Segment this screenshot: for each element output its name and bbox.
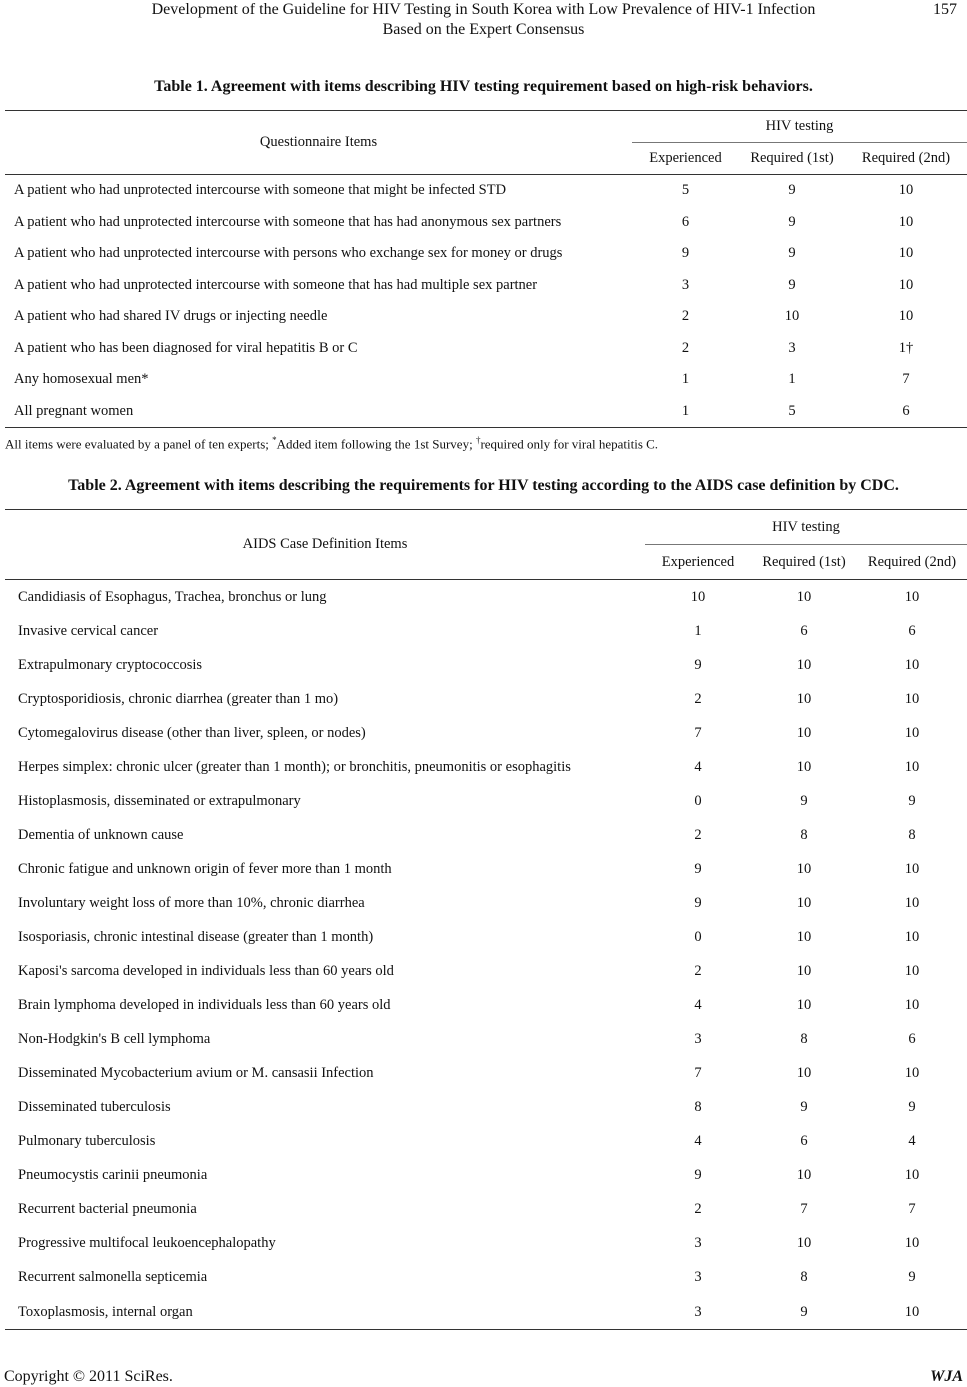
row-item-cell: Invasive cervical cancer: [18, 622, 159, 639]
table-row: [5, 852, 967, 886]
required-1st-cell: 6: [800, 622, 808, 639]
required-2nd-cell: 10: [904, 690, 920, 707]
table-row: [5, 886, 967, 920]
required-2nd-cell: 10: [904, 588, 920, 605]
table-row: [5, 784, 967, 818]
experienced-cell: 5: [681, 182, 690, 199]
required-2nd-cell: 10: [898, 308, 914, 325]
required-2nd-cell: 7: [902, 371, 910, 388]
required-2nd-cell: 9: [908, 792, 916, 809]
experienced-cell: 3: [694, 1303, 702, 1320]
row-item-cell: Histoplasmosis, disseminated or extrapulmonary: [18, 792, 301, 809]
required-2nd-cell: 10: [904, 894, 920, 911]
row-item-cell: Recurrent bacterial pneumonia: [18, 1201, 197, 1218]
required-1st-cell: 10: [796, 963, 812, 980]
experienced-cell: 2: [681, 308, 690, 325]
table-row: [5, 1193, 967, 1227]
required-2nd-cell: 10: [904, 1235, 920, 1252]
table-1-column-header: Required (1st): [739, 143, 845, 175]
required-2nd-cell: 8: [908, 826, 916, 843]
journal-abbreviation: WJA: [930, 1368, 963, 1385]
row-item-cell: Kaposi's sarcoma developed in individuals less than 60 years old: [18, 963, 394, 980]
required-1st-cell: 9: [788, 245, 796, 262]
row-item-cell: Involuntary weight loss of more than 10%, chronic diarrhea: [18, 894, 365, 911]
required-2nd-cell: 4: [908, 1133, 916, 1150]
table-row: [5, 364, 967, 396]
row-item-cell: Herpes simplex: chronic ulcer (greater than 1 month); or bronchitis, pneumonitis or esophagitis: [18, 758, 571, 775]
required-2nd-cell: 10: [898, 182, 914, 199]
table-row: [5, 648, 967, 682]
table-row: [5, 1023, 967, 1057]
row-item-cell: Recurrent salmonella septicemia: [18, 1269, 208, 1286]
table-2-group-header: HIV testing: [645, 510, 967, 545]
required-1st-cell: 8: [800, 1031, 808, 1048]
required-1st-cell: 10: [796, 860, 812, 877]
row-item-cell: Extrapulmonary cryptococcosis: [18, 656, 203, 673]
table-row: [5, 301, 967, 333]
required-1st-cell: 10: [784, 308, 800, 325]
experienced-cell: 0: [694, 792, 702, 809]
row-item-cell: Chronic fatigue and unknown origin of fever more than 1 month: [18, 860, 392, 877]
running-head: [0, 0, 967, 40]
required-2nd-cell: 10: [904, 724, 920, 741]
table-row: [5, 1159, 967, 1193]
table-row: [5, 207, 967, 239]
required-2nd-cell: 10: [904, 928, 920, 945]
experienced-cell: 6: [681, 213, 690, 230]
required-1st-cell: 10: [796, 997, 812, 1014]
table-1-column-header: Experienced: [632, 143, 739, 175]
table-2-item-header: AIDS Case Definition Items: [5, 510, 645, 580]
table-row: [5, 750, 967, 784]
required-1st-cell: 6: [800, 1133, 808, 1150]
experienced-cell: 8: [694, 1099, 702, 1116]
required-2nd-cell: 10: [898, 213, 914, 230]
row-item-cell: Any homosexual men*: [14, 371, 149, 388]
table-row: [5, 1295, 967, 1330]
table-1-caption: Table 1. Agreement with items describing HIV testing requirement based on high-risk behaviors.: [154, 78, 813, 95]
table-row: [5, 333, 967, 365]
row-item-cell: Brain lymphoma developed in individuals less than 60 years old: [18, 997, 391, 1014]
required-2nd-cell: 9: [908, 1099, 916, 1116]
table-1-note-text: required only for viral hepatitis C.: [480, 436, 659, 452]
table-1-note: [5, 432, 658, 452]
required-1st-cell: 3: [788, 339, 796, 356]
table-row: [5, 1261, 967, 1295]
experienced-cell: 2: [694, 690, 702, 707]
experienced-cell: 4: [694, 1133, 702, 1150]
table-1-note-marker: *: [272, 435, 277, 445]
row-item-cell: Progressive multifocal leukoencephalopathy: [18, 1235, 276, 1252]
required-1st-cell: 10: [796, 1235, 812, 1252]
page-number: 157: [933, 1, 957, 18]
required-2nd-cell: 10: [898, 245, 914, 262]
required-2nd-cell: 7: [908, 1201, 916, 1218]
required-2nd-cell: 10: [904, 758, 920, 775]
experienced-cell: 10: [690, 588, 706, 605]
required-1st-cell: 10: [796, 1065, 812, 1082]
row-item-cell: Isosporiasis, chronic intestinal disease (greater than 1 month): [18, 928, 374, 945]
table-1-note-text: Added item following the 1st Survey;: [276, 436, 476, 452]
required-1st-cell: 7: [800, 1201, 808, 1218]
required-1st-cell: 9: [800, 1303, 808, 1320]
table-1-column-header: Required (2nd): [845, 143, 967, 175]
row-item-cell: A patient who has been diagnosed for viral hepatitis B or C: [14, 339, 358, 356]
required-2nd-cell: 1†: [898, 339, 914, 356]
row-item-cell: Cryptosporidiosis, chronic diarrhea (greater than 1 mo): [18, 690, 339, 707]
experienced-cell: 9: [694, 894, 702, 911]
row-item-cell: Cytomegalovirus disease (other than liver, spleen, or nodes): [18, 724, 366, 741]
row-item-cell: Pneumocystis carinii pneumonia: [18, 1167, 208, 1184]
experienced-cell: 9: [681, 245, 690, 262]
required-2nd-cell: 10: [904, 860, 920, 877]
table-2-body: [5, 580, 967, 1330]
experienced-cell: 9: [694, 860, 702, 877]
table-2-column-header: Required (2nd): [857, 545, 967, 580]
row-item-cell: A patient who had unprotected intercourse with someone that has had multiple sex partner: [14, 276, 538, 293]
required-2nd-cell: 10: [898, 276, 914, 293]
required-1st-cell: 10: [796, 656, 812, 673]
required-1st-cell: 9: [800, 1099, 808, 1116]
experienced-cell: 7: [694, 724, 702, 741]
running-head-line-1: Development of the Guideline for HIV Testing in South Korea with Low Prevalence of HIV-1 Infection: [151, 1, 816, 18]
required-2nd-cell: 10: [904, 1065, 920, 1082]
table-row: [5, 580, 967, 615]
experienced-cell: 2: [681, 339, 690, 356]
required-1st-cell: 10: [796, 928, 812, 945]
required-2nd-cell: 6: [908, 622, 916, 639]
row-item-cell: A patient who had unprotected intercourse with someone that might be infected STD: [14, 182, 507, 199]
table-1-note-marker: †: [475, 435, 481, 445]
table-1-item-header: Questionnaire Items: [5, 111, 632, 175]
table-1: [5, 110, 967, 428]
experienced-cell: 2: [694, 963, 702, 980]
table-row: [5, 396, 967, 428]
table-row: [5, 955, 967, 989]
table-row: [5, 175, 967, 207]
required-1st-cell: 9: [800, 792, 808, 809]
row-item-cell: A patient who had unprotected intercourse with persons who exchange sex for money or drugs: [14, 245, 563, 262]
row-item-cell: A patient who had shared IV drugs or injecting needle: [14, 308, 328, 325]
table-row: [5, 1125, 967, 1159]
row-item-cell: Disseminated Mycobacterium avium or M. cansasii Infection: [18, 1065, 374, 1082]
row-item-cell: All pregnant women: [14, 402, 134, 419]
running-head-line-2: Based on the Expert Consensus: [382, 21, 585, 38]
required-2nd-cell: 10: [904, 656, 920, 673]
table-row: [5, 989, 967, 1023]
row-item-cell: Candidiasis of Esophagus, Trachea, bronchus or lung: [18, 588, 327, 605]
table-1-note-text: All items were evaluated by a panel of ten experts;: [5, 436, 273, 452]
table-2-caption: Table 2. Agreement with items describing the requirements for HIV testing according to the AIDS case definition by CDC.: [68, 477, 899, 494]
experienced-cell: 1: [681, 371, 690, 388]
experienced-cell: 3: [694, 1269, 702, 1286]
row-item-cell: A patient who had unprotected intercourse with someone that has had anonymous sex partners: [14, 213, 562, 230]
required-1st-cell: 10: [796, 758, 812, 775]
required-1st-cell: 9: [788, 213, 796, 230]
required-1st-cell: 10: [796, 894, 812, 911]
required-1st-cell: 9: [788, 182, 796, 199]
experienced-cell: 4: [694, 758, 702, 775]
required-1st-cell: 10: [796, 690, 812, 707]
experienced-cell: 2: [694, 826, 702, 843]
table-row: [5, 270, 967, 302]
table-1-body: [5, 175, 967, 428]
experienced-cell: 3: [694, 1031, 702, 1048]
row-item-cell: Non-Hodgkin's B cell lymphoma: [18, 1031, 211, 1048]
experienced-cell: 9: [694, 1167, 702, 1184]
experienced-cell: 3: [694, 1235, 702, 1252]
required-2nd-cell: 10: [904, 1167, 920, 1184]
required-1st-cell: 10: [796, 588, 812, 605]
required-1st-cell: 8: [800, 826, 808, 843]
table-1-group-header: HIV testing: [632, 111, 967, 143]
copyright-text: Copyright © 2011 SciRes.: [4, 1368, 173, 1385]
required-1st-cell: 9: [788, 276, 796, 293]
page-footer: [4, 1367, 963, 1387]
required-1st-cell: 10: [796, 1167, 812, 1184]
table-row: [5, 716, 967, 750]
required-1st-cell: 5: [788, 402, 796, 419]
experienced-cell: 9: [694, 656, 702, 673]
table-row: [5, 614, 967, 648]
table-row: [5, 238, 967, 270]
experienced-cell: 1: [694, 622, 702, 639]
table-row: [5, 1057, 967, 1091]
required-2nd-cell: 10: [904, 1303, 920, 1320]
table-row: [5, 1091, 967, 1125]
experienced-cell: 1: [681, 402, 690, 419]
required-1st-cell: 8: [800, 1269, 808, 1286]
row-item-cell: Dementia of unknown cause: [18, 826, 184, 843]
table-row: [5, 920, 967, 954]
table-2: [5, 509, 967, 1330]
required-2nd-cell: 6: [908, 1031, 916, 1048]
table-row: [5, 1227, 967, 1261]
required-2nd-cell: 6: [902, 402, 910, 419]
row-item-cell: Pulmonary tuberculosis: [18, 1133, 156, 1150]
table-2-column-header: Required (1st): [751, 545, 857, 580]
experienced-cell: 4: [694, 997, 702, 1014]
table-row: [5, 682, 967, 716]
experienced-cell: 7: [694, 1065, 702, 1082]
row-item-cell: Toxoplasmosis, internal organ: [18, 1303, 193, 1320]
experienced-cell: 2: [694, 1201, 702, 1218]
experienced-cell: 3: [681, 276, 690, 293]
required-1st-cell: 10: [796, 724, 812, 741]
required-2nd-cell: 10: [904, 997, 920, 1014]
experienced-cell: 0: [694, 928, 702, 945]
table-row: [5, 818, 967, 852]
required-1st-cell: 1: [788, 371, 796, 388]
row-item-cell: Disseminated tuberculosis: [18, 1099, 171, 1116]
required-2nd-cell: 10: [904, 963, 920, 980]
required-2nd-cell: 9: [908, 1269, 916, 1286]
table-2-column-header: Experienced: [645, 545, 751, 580]
